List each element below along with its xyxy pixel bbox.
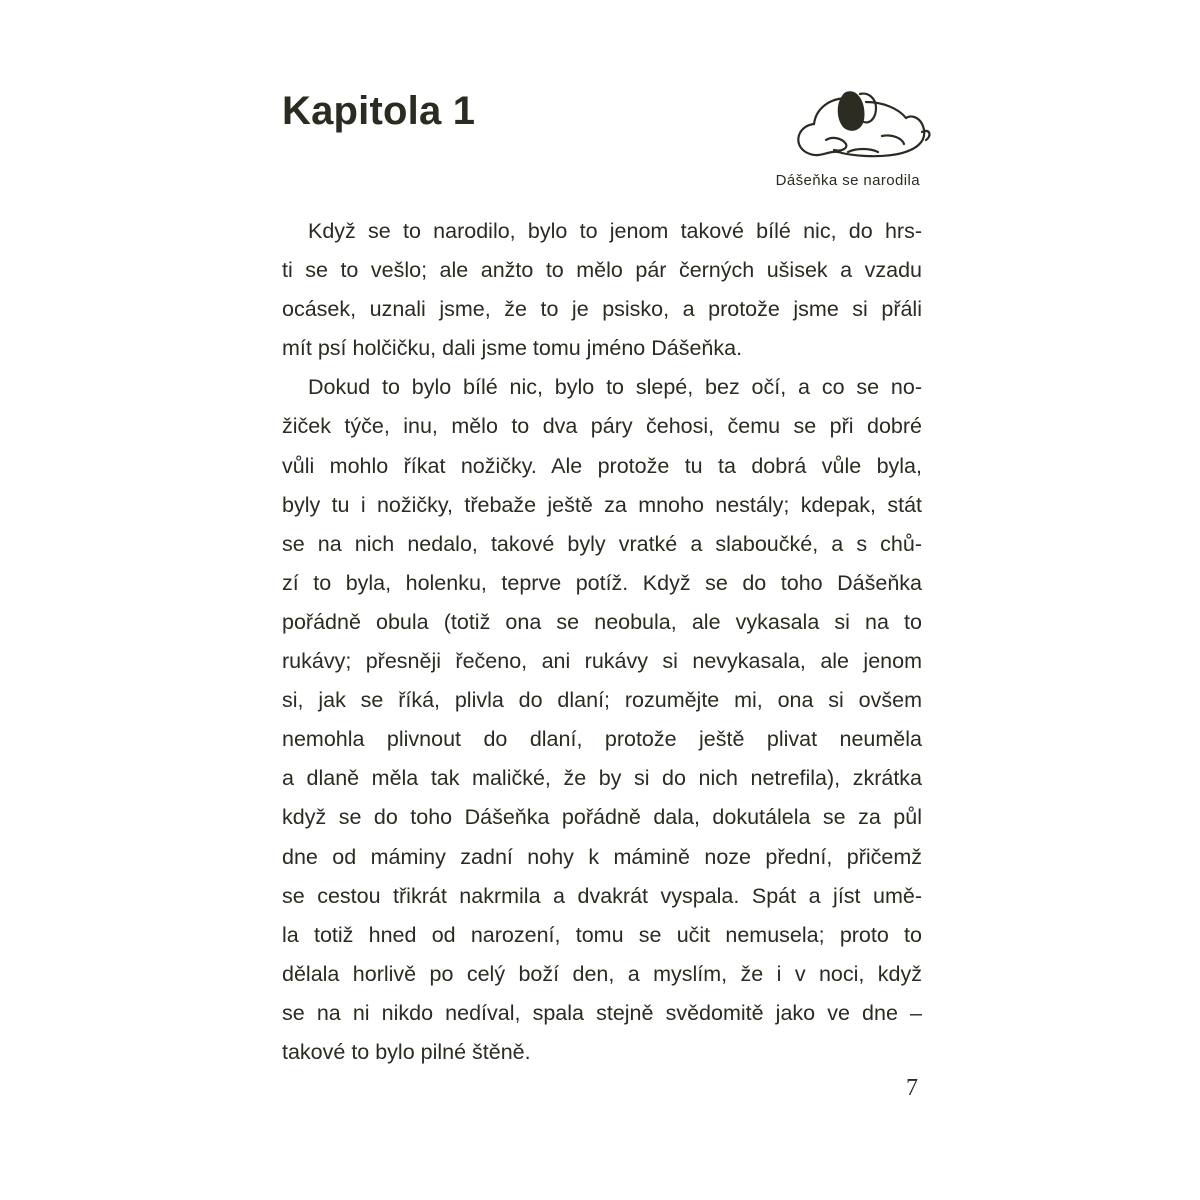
text-line: vůli mohlo říkat nožičky. Ale protože tu ta dobrá vůle byla, xyxy=(282,453,922,478)
text-line: se na ni nikdo nedíval, spala stejně svědomitě jako ve dne – xyxy=(282,1000,922,1025)
paragraph xyxy=(282,368,922,1072)
text-line: se cestou třikrát nakrmila a dvakrát vyspala. Spát a jíst umě- xyxy=(282,883,922,908)
text-line: mít psí holčičku, dali jsme tomu jméno Dášeňka. xyxy=(282,336,743,361)
text-line: se na nich nedalo, takové byly vratké a slaboučké, a s chů- xyxy=(282,531,922,556)
text-line: když se do toho Dášeňka pořádně dala, dokutálela se za půl xyxy=(282,805,922,830)
text-line: ti se to vešlo; ale anžto to mělo pár černých ušisek a vzadu xyxy=(282,258,922,283)
text-line: a dlaně měla tak maličké, že by si do nich netrefila), zkrátka xyxy=(282,766,922,791)
page-number: 7 xyxy=(906,1075,918,1101)
text-line: Dokud to bylo bílé nic, bylo to slepé, bez očí, a co se no- xyxy=(308,375,922,400)
text-line: nemohla plivnout do dlaní, protože ještě plivat neuměla xyxy=(282,727,922,752)
text-line: takové to bylo pilné štěně. xyxy=(282,1039,531,1064)
chapter-subtitle: Dášeňka se narodila xyxy=(775,172,920,189)
text-line: žiček týče, inu, mělo to dva páry čehosi, čemu se při dobré xyxy=(282,414,922,439)
text-line: rukávy; přesněji řečeno, ani rukávy si nevykasala, ale jenom xyxy=(282,649,922,674)
text-line: ocásek, uznali jsme, že to je psisko, a protože jsme si přáli xyxy=(282,297,922,322)
chapter-title: Kapitola 1 xyxy=(282,89,476,133)
text-line: Když se to narodilo, bylo to jenom takové bílé nic, do hrs- xyxy=(308,219,922,243)
text-line: pořádně obula (totiž ona se neobula, ale vykasala si na to xyxy=(282,609,922,634)
paragraph xyxy=(282,212,922,368)
text-line: la totiž hned od narození, tomu se učit nemusela; proto to xyxy=(282,922,922,947)
sleeping-puppy-icon xyxy=(786,78,936,168)
text-line: si, jak se říká, plivla do dlaní; rozumějte mi, ona si ovšem xyxy=(282,688,922,713)
text-line: dne od máminy zadní nohy k mámině noze přední, přičemž xyxy=(282,844,922,869)
chapter-text xyxy=(282,212,922,1072)
text-line: zí to byla, holenku, teprve potíž. Když se do toho Dášeňka xyxy=(282,570,922,595)
text-line: byly tu i nožičky, třebaže ještě za mnoho nestály; kdepak, stát xyxy=(282,492,922,517)
text-line: dělala horlivě po celý boží den, a myslím, že i v noci, když xyxy=(282,961,922,986)
